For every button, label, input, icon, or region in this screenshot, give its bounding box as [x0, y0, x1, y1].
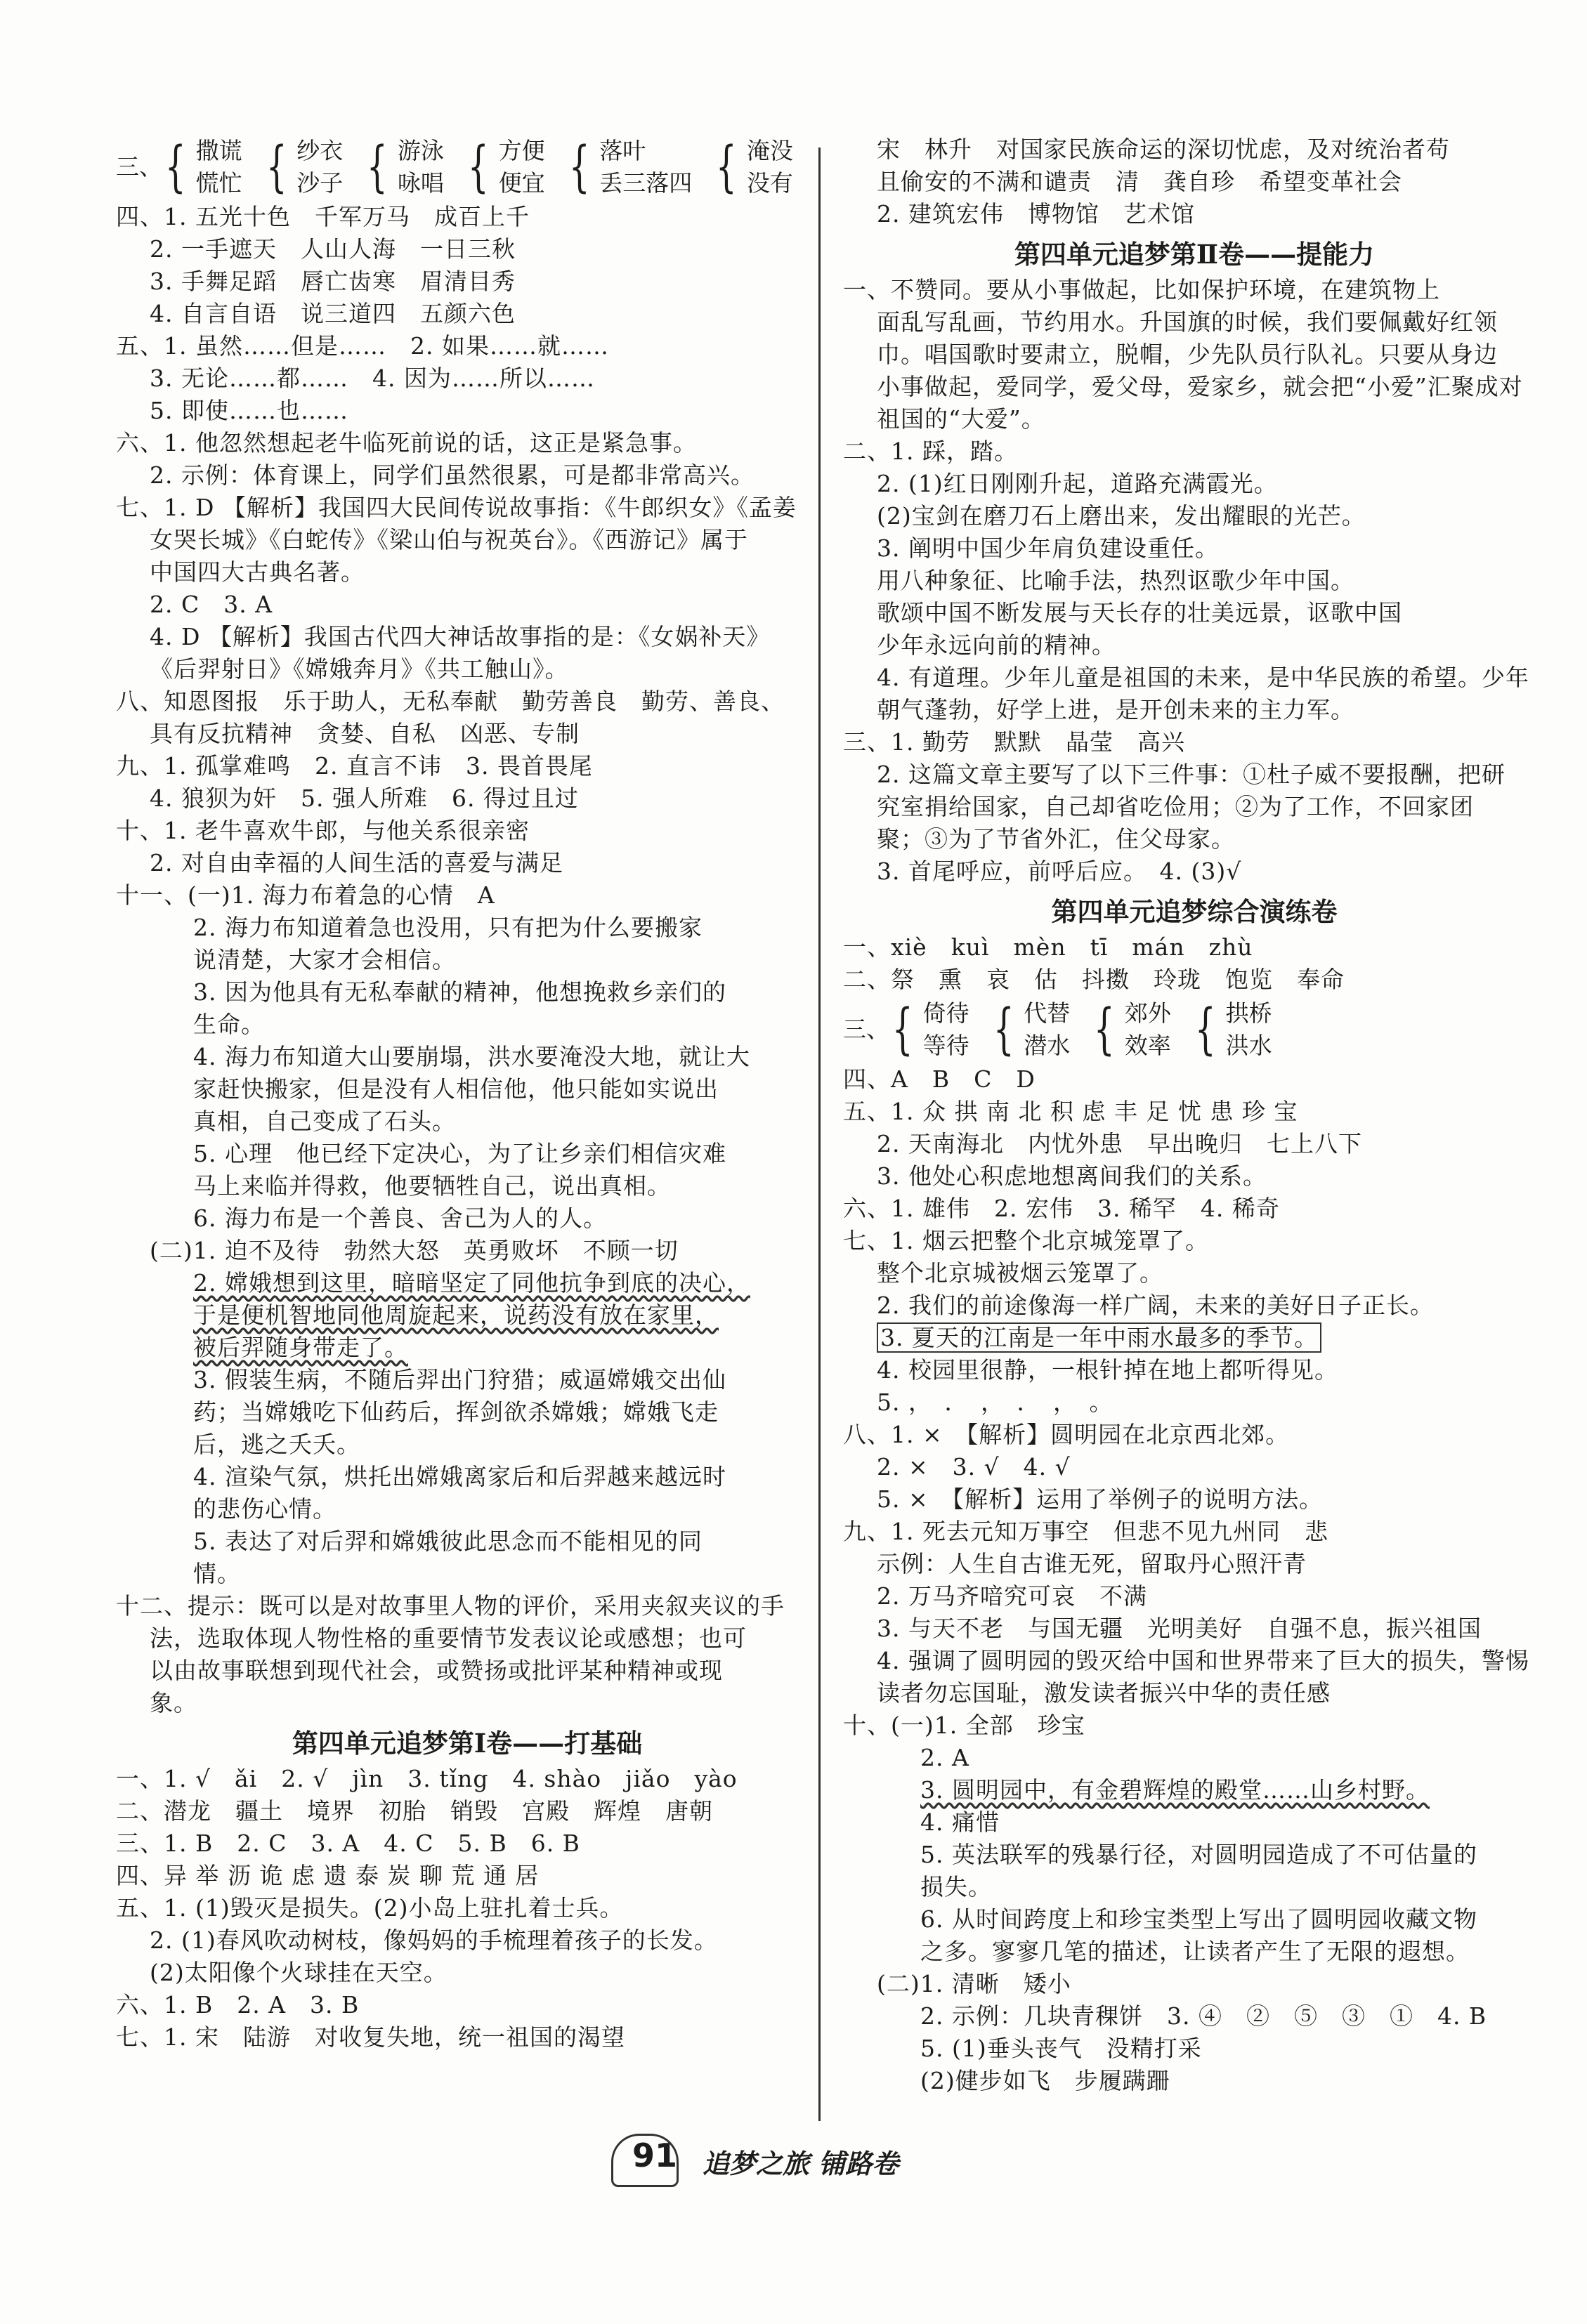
answer-text: 六、1. 雄伟 2. 宏伟 3. 稀罕 4. 稀奇 — [843, 1195, 1280, 1222]
answer-line — [116, 847, 818, 879]
answer-line — [843, 532, 1546, 565]
answer-text: 6. 从时间跨度上和珍宝类型上写出了圆明园收藏文物 — [920, 1905, 1477, 1933]
answer-text: 2. 对自由幸福的人间生活的喜爱与满足 — [150, 849, 563, 877]
answer-text: 2. 这篇文章主要写了以下三件事：①杜子威不要报酬，把研 — [877, 761, 1506, 788]
answer-text: 2. (1)红日刚刚升起，道路充满霞光。 — [877, 470, 1278, 497]
answer-text: 情。 — [193, 1560, 241, 1587]
answer-line — [843, 1451, 1546, 1483]
answer-text: 八、知恩图报 乐于助人，无私奉献 勤劳善良 勤劳、善良、 — [116, 688, 785, 715]
question-number: 三、 — [843, 1016, 889, 1043]
answer-line — [843, 1709, 1546, 1742]
answer-text: 说清楚，大家才会相信。 — [193, 946, 456, 973]
answer-text: 2. 海力布知道着急也没用，只有把为什么要搬家 — [193, 914, 703, 941]
answer-line — [843, 1548, 1546, 1580]
answer-line — [843, 1839, 1546, 1871]
answer-line — [843, 274, 1546, 306]
answer-text: 4. 狼狈为奸 5. 强人所难 6. 得过且过 — [150, 784, 579, 812]
answer-text: 2. (1)春风吹动树枝，像妈妈的手梳理着孩子的长发。 — [150, 1926, 718, 1954]
answer-line — [116, 750, 818, 782]
brace-icon: { — [467, 136, 489, 199]
answer-line — [843, 1645, 1546, 1677]
answer-line — [116, 1687, 818, 1719]
answer-text: 具有反抗精神 贪婪、自私 凶恶、专制 — [150, 720, 580, 747]
answer-text: 3. 假装生病，不随后羿出门狩猎；威逼嫦娥交出仙 — [193, 1366, 726, 1393]
answer-text: 2. A — [920, 1744, 969, 1771]
brace-icon: { — [266, 136, 287, 199]
answer-text: 于是便机智地同他周旋起来，说药没有放在家里， — [193, 1301, 719, 1329]
answer-line — [843, 1677, 1546, 1709]
answer-text: 损失。 — [920, 1873, 992, 1900]
answer-line — [116, 589, 818, 621]
word: 沙子 — [296, 169, 344, 197]
brace-icon: { — [1194, 998, 1216, 1061]
answer-line — [116, 1892, 818, 1924]
answer-line — [116, 1525, 818, 1558]
answer-text: 九、1. 孤掌难鸣 2. 直言不讳 3. 畏首畏尾 — [116, 752, 593, 780]
answer-text: 5. 即使……也…… — [150, 397, 348, 424]
answer-text: 十二、提示：既可以是对故事里人物的评价，采用夹叙夹议的手 — [116, 1592, 785, 1620]
answer-line — [843, 1096, 1546, 1128]
answer-text: 朝气蓬勃，好学上进，是开创未来的主力军。 — [877, 696, 1354, 723]
answer-text: 象。 — [150, 1689, 197, 1716]
answer-text: 以由故事联想到现代社会，或赞扬或批评某种精神或现 — [150, 1657, 723, 1684]
answer-text: (二)1. 迫不及待 勃然大怒 英勇败坏 不顾一切 — [150, 1237, 679, 1264]
answer-text: 祖国的“大爱”。 — [877, 405, 1045, 433]
answer-text: 示例：人生自古谁无死，留取丹心照汗青 — [877, 1550, 1307, 1577]
brace-word-groups — [116, 135, 818, 199]
answer-text: 四、1. 五光十色 千军万马 成百上千 — [116, 203, 530, 230]
answer-line — [843, 662, 1546, 694]
answer-line — [116, 1493, 818, 1525]
answer-text: (二)1. 清晰 矮小 — [877, 1970, 1071, 1997]
answer-line — [116, 556, 818, 589]
word: 潜水 — [1024, 1032, 1071, 1059]
answer-text: 5. ， ． ， ． ， 。 — [877, 1389, 1113, 1416]
right-column — [843, 133, 1546, 2120]
answer-text: 《后羿射日》《嫦娥奔月》《共工触山》。 — [150, 655, 569, 683]
answer-line — [116, 653, 818, 685]
word: 慌忙 — [195, 169, 242, 197]
answer-line — [116, 2021, 818, 2054]
answer-line — [116, 1138, 818, 1170]
answer-text: 4. 痛惜 — [920, 1808, 1000, 1836]
word-pair — [1188, 997, 1272, 1062]
answer-line — [116, 1924, 818, 1957]
word: 便宜 — [498, 169, 545, 197]
answer-line — [843, 931, 1546, 964]
word: 纱衣 — [296, 137, 344, 164]
answer-line — [843, 2065, 1546, 2097]
answer-text: 5. 英法联军的残暴行径，对圆明园造成了不可估量的 — [920, 1841, 1477, 1868]
answer-text: 3. 首尾呼应，前呼后应。 4. (3)√ — [877, 858, 1242, 885]
answer-line — [843, 1968, 1546, 2000]
answer-text: 四、A B C D — [843, 1065, 1036, 1093]
word: 淹没 — [746, 137, 793, 164]
answer-line — [116, 233, 818, 265]
answer-text: 2. 示例：几块青稞饼 3. ④ ② ⑤ ③ ① 4. B — [920, 2002, 1487, 2030]
word: 游泳 — [397, 137, 444, 164]
brace-icon: { — [716, 136, 737, 199]
answer-line — [843, 198, 1546, 230]
answer-text: 3. 无论……都…… 4. 因为……所以…… — [150, 365, 595, 392]
word-pair — [885, 997, 969, 1062]
answer-text: (2)健步如飞 步履蹒跚 — [920, 2067, 1170, 2094]
answer-text: 4. D 【解析】我国古代四大神话故事指的是：《女娲补天》 — [150, 623, 771, 650]
brand-logo-text: 追梦之旅 铺路卷 — [703, 2148, 899, 2179]
answer-text: 八、1. × 【解析】圆明园在北京西北郊。 — [843, 1421, 1290, 1448]
answer-text: 十一、(一)1. 海力布着急的心情 A — [116, 881, 495, 909]
answer-line — [116, 1332, 818, 1364]
word-pair — [461, 135, 545, 199]
answer-line — [843, 791, 1546, 823]
answer-line — [843, 1257, 1546, 1289]
answer-text: 4. 强调了圆明园的毁灭给中国和世界带来了巨大的损失，警惕 — [877, 1647, 1529, 1674]
answer-text: 家赶快搬家，但是没有人相信他，他只能如实说出 — [193, 1075, 719, 1103]
answer-line — [116, 1429, 818, 1461]
answer-text: 2. × 3. √ 4. √ — [877, 1453, 1071, 1481]
answer-line — [116, 1558, 818, 1590]
word-pair — [158, 135, 242, 199]
answer-text: 一、不赞同。要从小事做起，比如保护环境，在建筑物上 — [843, 276, 1440, 303]
answer-line — [116, 362, 818, 395]
answer-line — [116, 524, 818, 556]
answer-line — [116, 1364, 818, 1396]
answer-text: 2. 示例：体育课上，同学们虽然很累，可是都非常高兴。 — [150, 461, 755, 489]
answer-line — [843, 964, 1546, 996]
answer-line — [843, 339, 1546, 371]
answer-text: 十、1. 老牛喜欢牛郎，与他关系很亲密 — [116, 817, 530, 844]
answer-line — [116, 1105, 818, 1138]
answer-text: 整个北京城被烟云笼罩了。 — [877, 1259, 1163, 1287]
answer-text: 小事做起，爱同学，爱父母，爱家乡，就会把“小爱”汇聚成对 — [877, 373, 1523, 400]
section-heading: 第四单元追梦第Ⅰ卷——打基础 — [292, 1728, 643, 1759]
answer-text: 且偷安的不满和谴责 清 龚自珍 希望变革社会 — [877, 168, 1402, 195]
answer-line — [843, 166, 1546, 198]
word-pair — [562, 135, 693, 199]
answer-text: (2)宝剑在磨刀石上磨出来，发出耀眼的光芒。 — [877, 502, 1366, 530]
answer-text: 歌颂中国不断发展与天长存的壮美远景，讴歌中国 — [877, 599, 1402, 626]
section-heading: 第四单元追梦第Ⅱ卷——提能力 — [1014, 239, 1375, 270]
answer-line — [116, 815, 818, 847]
answer-text: 七、1. D 【解析】我国四大民间传说故事指：《牛郎织女》《孟姜 — [116, 494, 797, 521]
answer-text: 3. 与天不老 与国无疆 光明美好 自强不息，振兴祖国 — [877, 1615, 1482, 1642]
answer-text: 用八种象征、比喻手法，热烈讴歌少年中国。 — [877, 567, 1354, 594]
answer-text: 读者勿忘国耻，激发读者振兴中华的责任感 — [877, 1679, 1331, 1707]
answer-line — [116, 1202, 818, 1235]
answer-text: 2. 嫦娥想到这里，暗暗坚定了同他抗争到底的决心， — [193, 1269, 750, 1296]
answer-text: 巾。唱国歌时要肃立，脱帽，少先队员行队礼。只要从身边 — [877, 341, 1498, 368]
answer-line — [116, 1267, 818, 1299]
answer-text: 4. 自言自语 说三道四 五颜六色 — [150, 300, 516, 327]
question-number: 三、 — [116, 153, 162, 180]
answer-text: 2. 我们的前途像海一样广阔，未来的美好日子正长。 — [877, 1292, 1434, 1319]
answer-line — [843, 1193, 1546, 1225]
answer-text: 法，选取体现人物性格的重要情节发表议论或感想；也可 — [150, 1624, 747, 1652]
answer-line — [843, 1936, 1546, 1968]
answer-text: 2. 万马齐喑究可哀 不满 — [877, 1582, 1147, 1610]
word-pair — [360, 135, 444, 199]
word: 郊外 — [1124, 999, 1171, 1027]
brace-word-groups — [843, 997, 1546, 1062]
answer-line — [843, 1354, 1546, 1386]
answer-line — [116, 427, 818, 459]
answer-line — [116, 1957, 818, 1989]
answer-text: 2. 一手遮天 人山人海 一日三秋 — [150, 235, 516, 263]
answer-line — [843, 1516, 1546, 1548]
answer-line — [116, 1041, 818, 1073]
answer-line — [116, 1827, 818, 1860]
answer-line — [116, 976, 818, 1009]
answer-text: 七、1. 宋 陆游 对收复失地，统一祖国的渴望 — [116, 2023, 625, 2051]
answer-line — [843, 1225, 1546, 1257]
answer-text: 生命。 — [193, 1011, 265, 1038]
section-heading: 第四单元追梦综合演练卷 — [1051, 896, 1338, 927]
answer-line — [843, 435, 1546, 468]
answer-line — [116, 782, 818, 815]
answer-text: (2)太阳像个火球挂在天空。 — [150, 1959, 448, 1986]
answer-line — [116, 718, 818, 750]
answer-line — [116, 201, 818, 233]
answer-line — [843, 823, 1546, 855]
answer-text: 3. 夏天的江南是一年中雨水最多的季节。 — [877, 1322, 1321, 1353]
answer-text: 四、异 举 沥 诡 虑 遗 泰 炭 聊 荒 通 居 — [116, 1862, 540, 1889]
answer-line — [116, 459, 818, 492]
answer-line — [116, 621, 818, 653]
answer-line — [843, 1289, 1546, 1322]
answer-text: 5. × 【解析】运用了举例子的说明方法。 — [877, 1485, 1324, 1513]
word: 洪水 — [1225, 1032, 1272, 1059]
answer-line — [843, 1806, 1546, 1839]
answer-line — [843, 371, 1546, 403]
answer-text: 之多。寥寥几笔的描述，让读者产生了无限的遐想。 — [920, 1938, 1470, 1965]
answer-text: 五、1. 众 拱 南 北 积 虑 丰 足 忧 患 珍 宝 — [843, 1098, 1298, 1125]
answer-text: 5. (1)垂头丧气 没精打采 — [920, 2035, 1202, 2062]
answer-line — [843, 1871, 1546, 1903]
word-pair — [1087, 997, 1171, 1062]
answer-line — [116, 298, 818, 330]
answer-line — [843, 403, 1546, 435]
answer-line — [843, 306, 1546, 339]
answer-text: 三、1. 勤劳 默默 晶莹 高兴 — [843, 728, 1185, 756]
brace-icon: { — [993, 998, 1014, 1061]
answer-line — [116, 879, 818, 912]
answer-text: 少年永远向前的精神。 — [877, 631, 1116, 659]
answer-text: 宋 林升 对国家民族命运的深切忧虑，及对统治者苟 — [877, 136, 1450, 163]
answer-line — [843, 1160, 1546, 1193]
answer-line — [843, 629, 1546, 662]
answer-line — [116, 395, 818, 427]
answer-line — [116, 265, 818, 298]
answer-line — [843, 694, 1546, 726]
answer-text: 2. 建筑宏伟 博物馆 艺术馆 — [877, 200, 1195, 228]
answer-line — [843, 2033, 1546, 2065]
left-column — [116, 133, 818, 2120]
answer-line — [843, 2000, 1546, 2033]
answer-text: 后，逃之夭夭。 — [193, 1431, 360, 1458]
page-footer — [611, 2128, 977, 2191]
answer-line — [843, 855, 1546, 888]
answer-text: 一、xiè kuì mèn tī mán zhù — [843, 933, 1253, 961]
answer-text: 五、1. (1)毁灭是损失。(2)小岛上驻扎着士兵。 — [116, 1894, 624, 1922]
word-pair — [259, 135, 344, 199]
answer-line — [116, 1795, 818, 1827]
brace-icon: { — [367, 136, 388, 199]
answer-text: 4. 海力布知道大山要崩塌，洪水要淹没大地，就让大 — [193, 1043, 750, 1070]
answer-line — [843, 1613, 1546, 1645]
answer-text: 二、祭 熏 哀 估 抖擞 玲珑 饱览 奉命 — [843, 966, 1345, 993]
answer-line — [116, 1655, 818, 1687]
answer-line — [116, 1590, 818, 1622]
word: 拱桥 — [1225, 999, 1272, 1027]
answer-line — [116, 1396, 818, 1429]
answer-text: 3. 他处心积虑地想离间我们的关系。 — [877, 1162, 1267, 1190]
answer-line — [116, 1763, 818, 1795]
answer-text: 3. 圆明园中，有金碧辉煌的殿堂……山乡村野。 — [920, 1776, 1430, 1804]
answer-text: 九、1. 死去元知万事空 但悲不见九州同 悲 — [843, 1518, 1328, 1545]
word: 落叶 — [599, 137, 646, 164]
answer-line — [843, 565, 1546, 597]
answer-line — [843, 759, 1546, 791]
brace-icon: { — [568, 136, 590, 199]
answer-line — [116, 1622, 818, 1655]
brace-icon: { — [892, 998, 913, 1061]
answer-text: 2. C 3. A — [150, 591, 273, 618]
answer-text: 药；当嫦娥吃下仙药后，挥剑欲杀嫦娥；嫦娥飞走 — [193, 1398, 719, 1426]
brace-icon: { — [164, 136, 186, 199]
answer-line — [843, 1322, 1546, 1354]
word: 咏唱 — [397, 169, 444, 197]
word-pair — [986, 997, 1071, 1062]
answer-line — [116, 492, 818, 524]
answer-line — [843, 1774, 1546, 1806]
page-number: 91 — [632, 2136, 678, 2174]
answer-line — [116, 330, 818, 362]
answer-text: 面乱写乱画，节约用水。升国旗的时候，我们要佩戴好红领 — [877, 308, 1498, 336]
answer-line — [116, 1235, 818, 1267]
answer-text: 被后羿随身带走了。 — [193, 1334, 408, 1361]
answer-line — [843, 1063, 1546, 1096]
answer-line — [843, 597, 1546, 629]
answer-text: 5. 心理 他已经下定决心，为了让乡亲们相信灾难 — [193, 1140, 726, 1167]
answer-line — [116, 1073, 818, 1105]
answer-line — [116, 944, 818, 976]
word: 丢三落四 — [599, 169, 693, 197]
answer-text: 4. 有道理。少年儿童是祖国的未来，是中华民族的希望。少年 — [877, 664, 1529, 691]
column-divider — [818, 147, 821, 2121]
word: 效率 — [1124, 1032, 1171, 1059]
answer-text: 4. 渲染气氛，烘托出嫦娥离家后和后羿越来越远时 — [193, 1463, 726, 1490]
answer-text: 4. 校园里很静，一根针掉在地上都听得见。 — [877, 1356, 1338, 1384]
answer-line — [116, 685, 818, 718]
answer-text: 3. 阐明中国少年肩负建设重任。 — [877, 534, 1219, 562]
answer-line — [843, 1742, 1546, 1774]
answer-line — [116, 1461, 818, 1493]
word: 等待 — [922, 1032, 969, 1059]
answer-text: 三、1. B 2. C 3. A 4. C 5. B 6. B — [116, 1830, 580, 1857]
answer-text: 究室捐给国家，自己却省吃俭用；②为了工作，不回家团 — [877, 793, 1474, 820]
answer-text: 女哭长城》《白蛇传》《梁山伯与祝英台》。《西游记》属于 — [150, 526, 748, 553]
answer-text: 3. 手舞足蹈 唇亡齿寒 眉清目秀 — [150, 268, 516, 295]
answer-text: 二、1. 踩，踏。 — [843, 438, 1018, 465]
answer-line — [843, 468, 1546, 500]
answer-text: 六、1. B 2. A 3. B — [116, 1991, 360, 2018]
answer-text: 2. 天南海北 内忧外患 早出晚归 七上八下 — [877, 1130, 1362, 1157]
word: 倚待 — [922, 999, 969, 1027]
answer-line — [843, 726, 1546, 759]
answer-text: 六、1. 他忽然想起老牛临死前说的话，这正是紧急事。 — [116, 429, 697, 457]
word: 方便 — [498, 137, 545, 164]
answer-text: 6. 海力布是一个善良、舍己为人的人。 — [193, 1204, 607, 1232]
answer-line — [116, 1009, 818, 1041]
answer-line — [843, 1483, 1546, 1516]
answer-text: 5. 表达了对后羿和嫦娥彼此思念而不能相见的同 — [193, 1528, 703, 1555]
word: 撒谎 — [195, 137, 242, 164]
answer-line — [843, 1580, 1546, 1613]
word: 没有 — [746, 169, 793, 197]
answer-text: 真相，自己变成了石头。 — [193, 1108, 456, 1135]
answer-line — [843, 1903, 1546, 1936]
answer-text: 的悲伤心情。 — [193, 1495, 337, 1523]
answer-line — [116, 1170, 818, 1202]
word-pair — [709, 135, 793, 199]
answer-text: 十、(一)1. 全部 珍宝 — [843, 1712, 1085, 1739]
answer-text: 马上来临并得救，他要牺牲自己，说出真相。 — [193, 1172, 671, 1200]
answer-line — [116, 1989, 818, 2021]
answer-line — [843, 1419, 1546, 1451]
answer-text: 五、1. 虽然……但是…… 2. 如果……就…… — [116, 332, 609, 360]
answer-text: 聚；③为了节省外汇，住父母家。 — [877, 825, 1235, 853]
answer-line — [116, 912, 818, 944]
answer-text: 二、潜龙 疆土 境界 初胎 销毁 宫殿 辉煌 唐朝 — [116, 1797, 713, 1825]
answer-text: 一、1. √ ǎi 2. √ jìn 3. tǐng 4. shào jiǎo yào — [116, 1765, 738, 1792]
answer-line — [116, 1860, 818, 1892]
word: 代替 — [1024, 999, 1071, 1027]
answer-text: 中国四大古典名著。 — [150, 558, 365, 586]
answer-line — [116, 1299, 818, 1332]
answer-text: 3. 因为他具有无私奉献的精神，他想挽救乡亲们的 — [193, 978, 726, 1006]
answer-line — [843, 133, 1546, 166]
answer-line — [843, 1128, 1546, 1160]
answer-line — [843, 1386, 1546, 1419]
brace-icon: { — [1094, 998, 1115, 1061]
answer-line — [843, 500, 1546, 532]
answer-text: 七、1. 烟云把整个北京城笼罩了。 — [843, 1227, 1209, 1254]
